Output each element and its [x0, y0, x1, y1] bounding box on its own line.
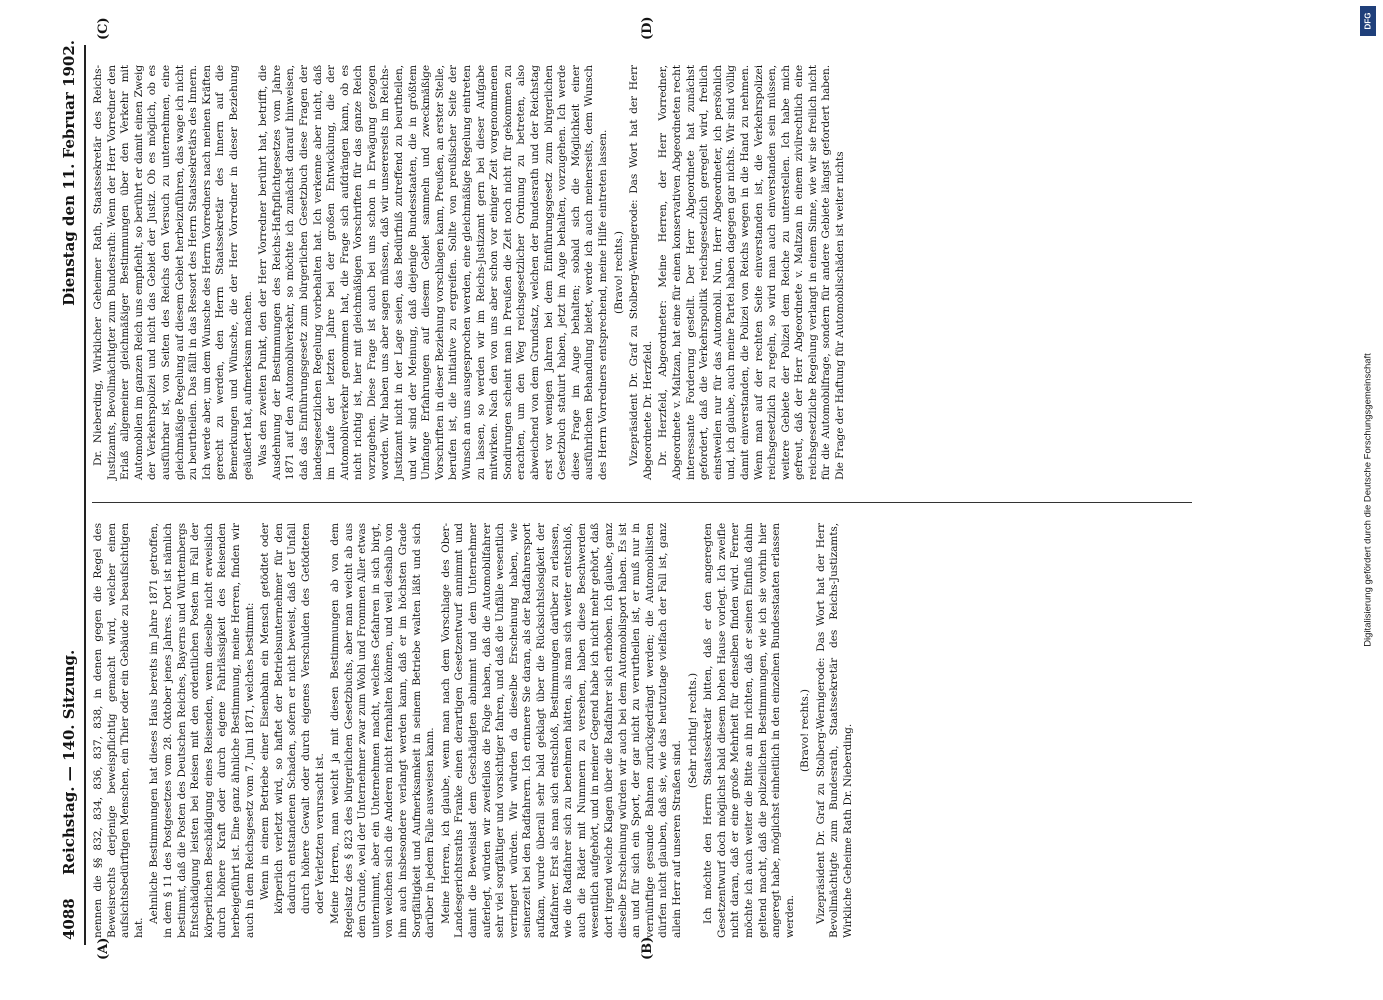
paragraph: Dr. Herzfeld, Abgeordneter: Meine Herren, der Herr Vorredner, Abgeordnete v. Maltzan, hat eine für einen konservativen Abgeordneten recht interessante Forderung gestellt. Der Herr Abgeordnete hat zunächst gefordert, daß die Verkehrspolitik reichsgesetzlich geregelt wird, freilich einstweilen nur für das Automobil. Nun, Herr Abgeordneter, ich persönlich und, ich glaube, auch meine Partei haben dagegen gar nichts. Wir sind völlig damit einverstanden, die Polizei von Reichs wegen in die Hand zu nehmen. Wenn man auf der rechten Seite einverstanden ist, die Verkehrspolizei reichsgesetzlich zu regeln, so wird man auch einverstanden sein müssen, weitere Gebiete der Polizei dem Reiche zu unterstellen. Ich habe mich gefreut, daß der Herr Abgeordnete v. Maltzan in einem zivilrechtlich eine reichsgesetzliche Regelung verlangt in einem Sinne, wie wir sie freilich nicht für die Automobilfrage, sondern für andere Gebiete längst gefordert haben. Die Frage der Haftung für Automobilschäden ist weiter nichts — [657, 65, 847, 480]
paragraph: Dr. Nieberding, Wirklicher Geheimer Rath, Staatssekretär des Reichs-Justizamts, Bevollmächtigter zum Bundesrath: Wenn der Herr Vorredner den Erlaß allgemeiner gleichmäßiger Bestimmungen über den Verkehr mit Automobilen im ganzen Reich uns empfiehlt, so berührt er damit einen Zweig der Verkehrspolizei und nicht das Gebiet der Justiz. Ob es möglich, ob es ausführbar ist, von Seiten des Reichs den Versuch zu unternehmen, eine gleichmäßige Regelung auf diesem Gebiet herbeizuführen, das wage ich nicht zu beurtheilen. Das fällt in das Ressort des Herrn Staatssekretärs des Innern. Ich werde aber, um dem Wunsche des Herrn Vorredners nach meinen Kräften gerecht zu werden, den Herrn Staatssekretär des Innern auf die Bemerkungen und Wünsche, die der Herr Vorredner in dieser Beziehung geäußert hat, aufmerksam machen. — [92, 65, 254, 480]
interjection: (Sehr richtig! rechts.) — [686, 672, 699, 789]
paragraph: Meine Herren, man weicht ja mit diesen Bestimmungen ab von dem Regelsatz des § 823 des bürgerlichen Gesetzbuchs, aber man weicht ab aus dem Grunde, weil der Unternehmer zwar zum Wohl und Frommen Aller etwas unternimmt, aber ein Unternehmen macht, welches Gefahren in sich birgt, von welchen sich die Anderen nicht fernhalten können, und weil deshalb von ihm auch insbesondere verlangt werden kann, daß er im höchsten Grade Sorgfältigkeit und Aufmerksamkeit in seinem Betriebe walten läßt und sich darüber in jedem Falle ausweisen kann. — [329, 523, 437, 938]
page-header — [60, 0, 82, 1000]
paragraph: Meine Herren, ich glaube, wenn man nach dem Vorschlage des Ober-Landesgerichtsraths Franke einen derartigen Gesetzentwurf annimmt und damit die Beweislast dem Geschädigten abnimmt und dem Unternehmer auferlegt, würden wir zweifellos die Folge haben, daß die Automobilfahrer sehr viel sorgfältiger und vorsichtiger fahren, und daß die Unfälle wesentlich verringert würden. Wir würden da dieselbe Erscheinung haben, wie seinerzeit bei den Radfahrern. Ich erinnere Sie daran, als der Radfahrersport aufkam, wurde überall sehr bald geklagt über die Rücksichtslosigkeit der Radfahrer. Erst als man sich entschloß, Bestimmungen darüber zu erlassen, wie die Radfahrer sich zu benehmen hätten, als man sich weiter entschloß, auch die Räder mit Nummern zu versehen, haben diese Beschwerden wesentlich aufgehört, und in meiner Gegend habe ich nicht mehr gehört, daß dort irgend welche Klagen über die Radfahrer sich erhoben. Ich glaube, ganz dieselbe Erscheinung würden wir auch bei dem Automobilsport haben. Es ist an und für sich ein Sport, der gar nicht zu verurtheilen ist, er muß nur in vernünftige gesunde Bahnen zurückgedrängt werden; die Automobilisten dürfen nicht glauben, daß sie, wie das heutzutage vielfach der Fall ist, ganz allein Herr auf unseren Straßen sind. — [439, 523, 683, 938]
marker-c: (C) — [96, 17, 111, 40]
interjection: (Bravo! rechts.) — [799, 689, 812, 772]
paragraph: Ich möchte den Herrn Staatssekretär bitten, daß er den angeregten Gesetzentwurf doch möglichst bald diesem hohen Hause vorlegt. Ich zweifle nicht daran, daß er eine große Mehrheit für denselben finden wird. Ferner möchte ich auch weiter die Bitte an ihn richten, daß er seinen Einfluß dahin geltend macht, daß die polizeilichen Bestimmungen, wie ich sie vorhin hier angeregt habe, möglichst einheitlich in den einzelnen Bundesstaaten erlassen werden. — [702, 523, 796, 938]
marker-a: (A) — [96, 937, 111, 960]
right-column — [92, 65, 850, 480]
column-divider — [92, 502, 1192, 503]
digitization-note-strip — [1353, 0, 1383, 1000]
quoted-paragraph: Wenn in einem Betriebe einer Eisenbahn ein Mensch getödtet oder körperlich verletzt wird, so haftet der Betriebsunternehmer für den dadurch entstandenen Schaden, sofern er nicht beweist, daß der Unfall durch höhere Gewalt oder durch eigenes Verschulden des Getödteten oder Verletzten verursacht ist. — [259, 523, 326, 914]
header-date: Dienstag den 11. Februar 1902. — [60, 40, 78, 306]
dfg-logo-text: DFG — [1363, 12, 1373, 30]
paragraph: Was den zweiten Punkt, den der Herr Vorredner berührt hat, betrifft, die Ausdehnung der Bestimmungen des Reichs-Haftpflichtgesetzes vom Jahre 1871 auf den Automobilverkehr, so möchte ich zunächst darauf hinweisen, daß das Einführungsgesetz zum bürgerlichen Gesetzbuch diese Fragen der landesgesetzlichen Regelung vorbehalten hat. Ich verkenne aber nicht, daß im Laufe der letzten Jahre bei der großen Entwicklung, die der Automobilverkehr genommen hat, die Frage sich aufdrängen kann, ob es nicht richtig ist, hier mit gleichmäßigen Vorschriften für das ganze Reich vorzugehen. Diese Frage ist auch bei uns schon in Erwägung gezogen worden. Wir haben uns aber sagen müssen, daß wir unsererseits im Reichs-Justizamt nicht in der Lage seien, das Bedürfniß zutreffend zu beurtheilen, und wir sind der Meinung, daß diejenige Bundesstaaten, die in größtem Umfange Erfahrungen auf diesem Gebiet sammeln und zweckmäßige Vorschriften in dieser Beziehung vorschlagen kann, Preußen, an erster Stelle, berufen ist, die Initiative zu ergreifen. Sollte von preußischer Seite der Wunsch an uns ausgesprochen werden, eine gleichmäßige Regelung eintreten zu lassen, so werden wir im Reichs-Justizamt gern bei dieser Aufgabe mitwirken. Nach den von uns aber schon vor einiger Zeit vorgenommenen Sondirungen scheint man in Preußen die Zeit noch nicht für gekommen zu erachten, um den Weg reichsgesetzlicher Ordnung zu betreten, also abweichend von dem Grundsatz, welchen der Bundesrath und der Reichstag erst vor wenigen Jahren bei dem Einführungsgesetz zum bürgerlichen Gesetzbuch statuirt haben, jetzt im Auge behalten, vorzugehen. Ich werde diese Frage im Auge behalten; sobald sich die Möglichkeit einer ausführlichen Behandlung bietet, werde ich auch meinerseits, dem Wunsch des Herrn Vorredners entsprechend, meine Hilfe eintreten lassen. — [257, 65, 609, 480]
paragraph: nennen die §§ 832, 834, 836, 837, 838, in denen gegen die Regel des Beweisrechts derjenige beweispflichtig gemacht wird, welcher einen aufsichtsbedürftigen Menschen, ein Thier oder ein Gebäude zu beaufsichtigen hat. — [92, 523, 145, 938]
digitization-note: Digitalisierung gefördert durch die Deutsche Forschungsgemeinschaft — [1362, 353, 1374, 647]
paragraph: Vizepräsident Dr. Graf zu Stolberg-Wernigerode: Das Wort hat der Herr Bevollmächtigte zum Bundesrath, Staatssekretär des Reichs-Justizamts, Wirkliche Geheime Rath Dr. Nieberding. — [814, 523, 855, 938]
marker-d: (D) — [640, 16, 655, 40]
header-session: Reichstag. — 140. Sitzung. — [60, 649, 78, 876]
paragraph: Aehnliche Bestimmungen hat dieses Haus bereits im Jahre 1871 getroffen, in dem § 11 des Postgesetzes vom 28. Oktober jenes Jahres. Dort ist nämlich bestimmt, daß die Posten des Deutschen Reiches, Bayerns und Württembergs Entschädigung leisten bei Reisen mit den ordentlichen Posten im Fall der körperlichen Beschädigung eines Reisenden, wenn dieselbe nicht erweislich durch höhere Kraft oder durch eigene Fahrlässigkeit des Reisenden herbeigeführt ist. Eine ganz ähnliche Bestimmung, meine Herren, finden wir auch in dem Reichsgesetz vom 7. Juni 1871, welches bestimmt: — [148, 523, 256, 938]
interjection: (Bravo! rechts.) — [612, 231, 625, 314]
marker-b: (B) — [640, 936, 655, 960]
page-number: 4088 — [60, 898, 78, 940]
dfg-logo — [1360, 6, 1376, 36]
paragraph: Vizepräsident Dr. Graf zu Stolberg-Wernigerode: Das Wort hat der Herr Abgeordnete Dr. Herzfeld. — [628, 65, 654, 480]
left-column — [92, 523, 858, 938]
header-rule — [84, 45, 86, 945]
header-left — [60, 650, 78, 940]
